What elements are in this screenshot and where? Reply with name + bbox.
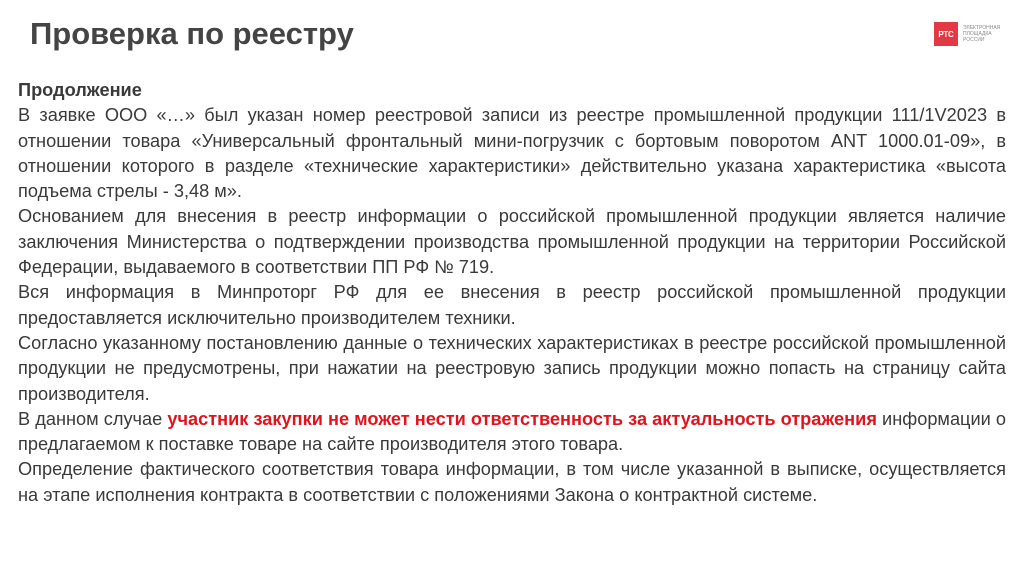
page-title: Проверка по реестру [30,16,354,51]
logo-text-line3: РОССИИ [963,37,985,43]
paragraph-information-source: Вся информация в Минпроторг РФ для ее внесения в реестр российской промышленной продукции предоставляется исключительно производителем техники. [18,282,1006,328]
slide-body [18,78,1006,508]
rts-logo [934,22,1000,46]
paragraph-characteristics: Согласно указанному постановлению данные о технических характеристиках в реестре российской промышленной продукции не предусмотрены, при нажатии на реестровую запись продукции можно попасть на страницу сайта производителя. [18,332,1006,404]
paragraph-responsibility [18,407,1006,458]
paragraph-registry-entry: В заявке ООО «…» был указан номер реестровой записи из реестре промышленной продукции 111/1V2023 в отношении товара «Универсальный фронтальный мини-погрузчик с бортовым поворотом ANT 1000.01-09», в отношении которого в разделе «технические характеристики» действительно указана характеристика «высота подъема стрелы - 3,48 м». [18,105,1006,202]
responsibility-highlight: участник закупки не может нести ответственность за актуальность отражения [167,408,877,429]
logo-mark: РТС [934,22,958,46]
section-subtitle: Продолжение [18,80,142,100]
logo-text-line2: ПЛОЩАДКА [963,31,992,37]
logo-text-line1: ЭЛЕКТРОННАЯ [963,25,1001,31]
responsibility-end: информации о предлагаемом к поставке товаре на сайте производителя этого товара. [18,408,1006,455]
paragraph-compliance: Определение фактического соответствия товара информации, в том числе указанной в выписке, осуществляется на этапе исполнения контракта в соответствии с положениями Закона о контрактной системе. [18,459,1006,505]
logo-text [963,25,1000,43]
paragraph-registry-basis: Основанием для внесения в реестр информации о российской промышленной продукции является наличие заключения Министерства о подтверждении производства промышленной продукции на территории Российской Федерации, выдаваемого в соответствии ПП РФ № 719. [18,206,1006,278]
responsibility-intro: В данном случае [18,408,168,429]
